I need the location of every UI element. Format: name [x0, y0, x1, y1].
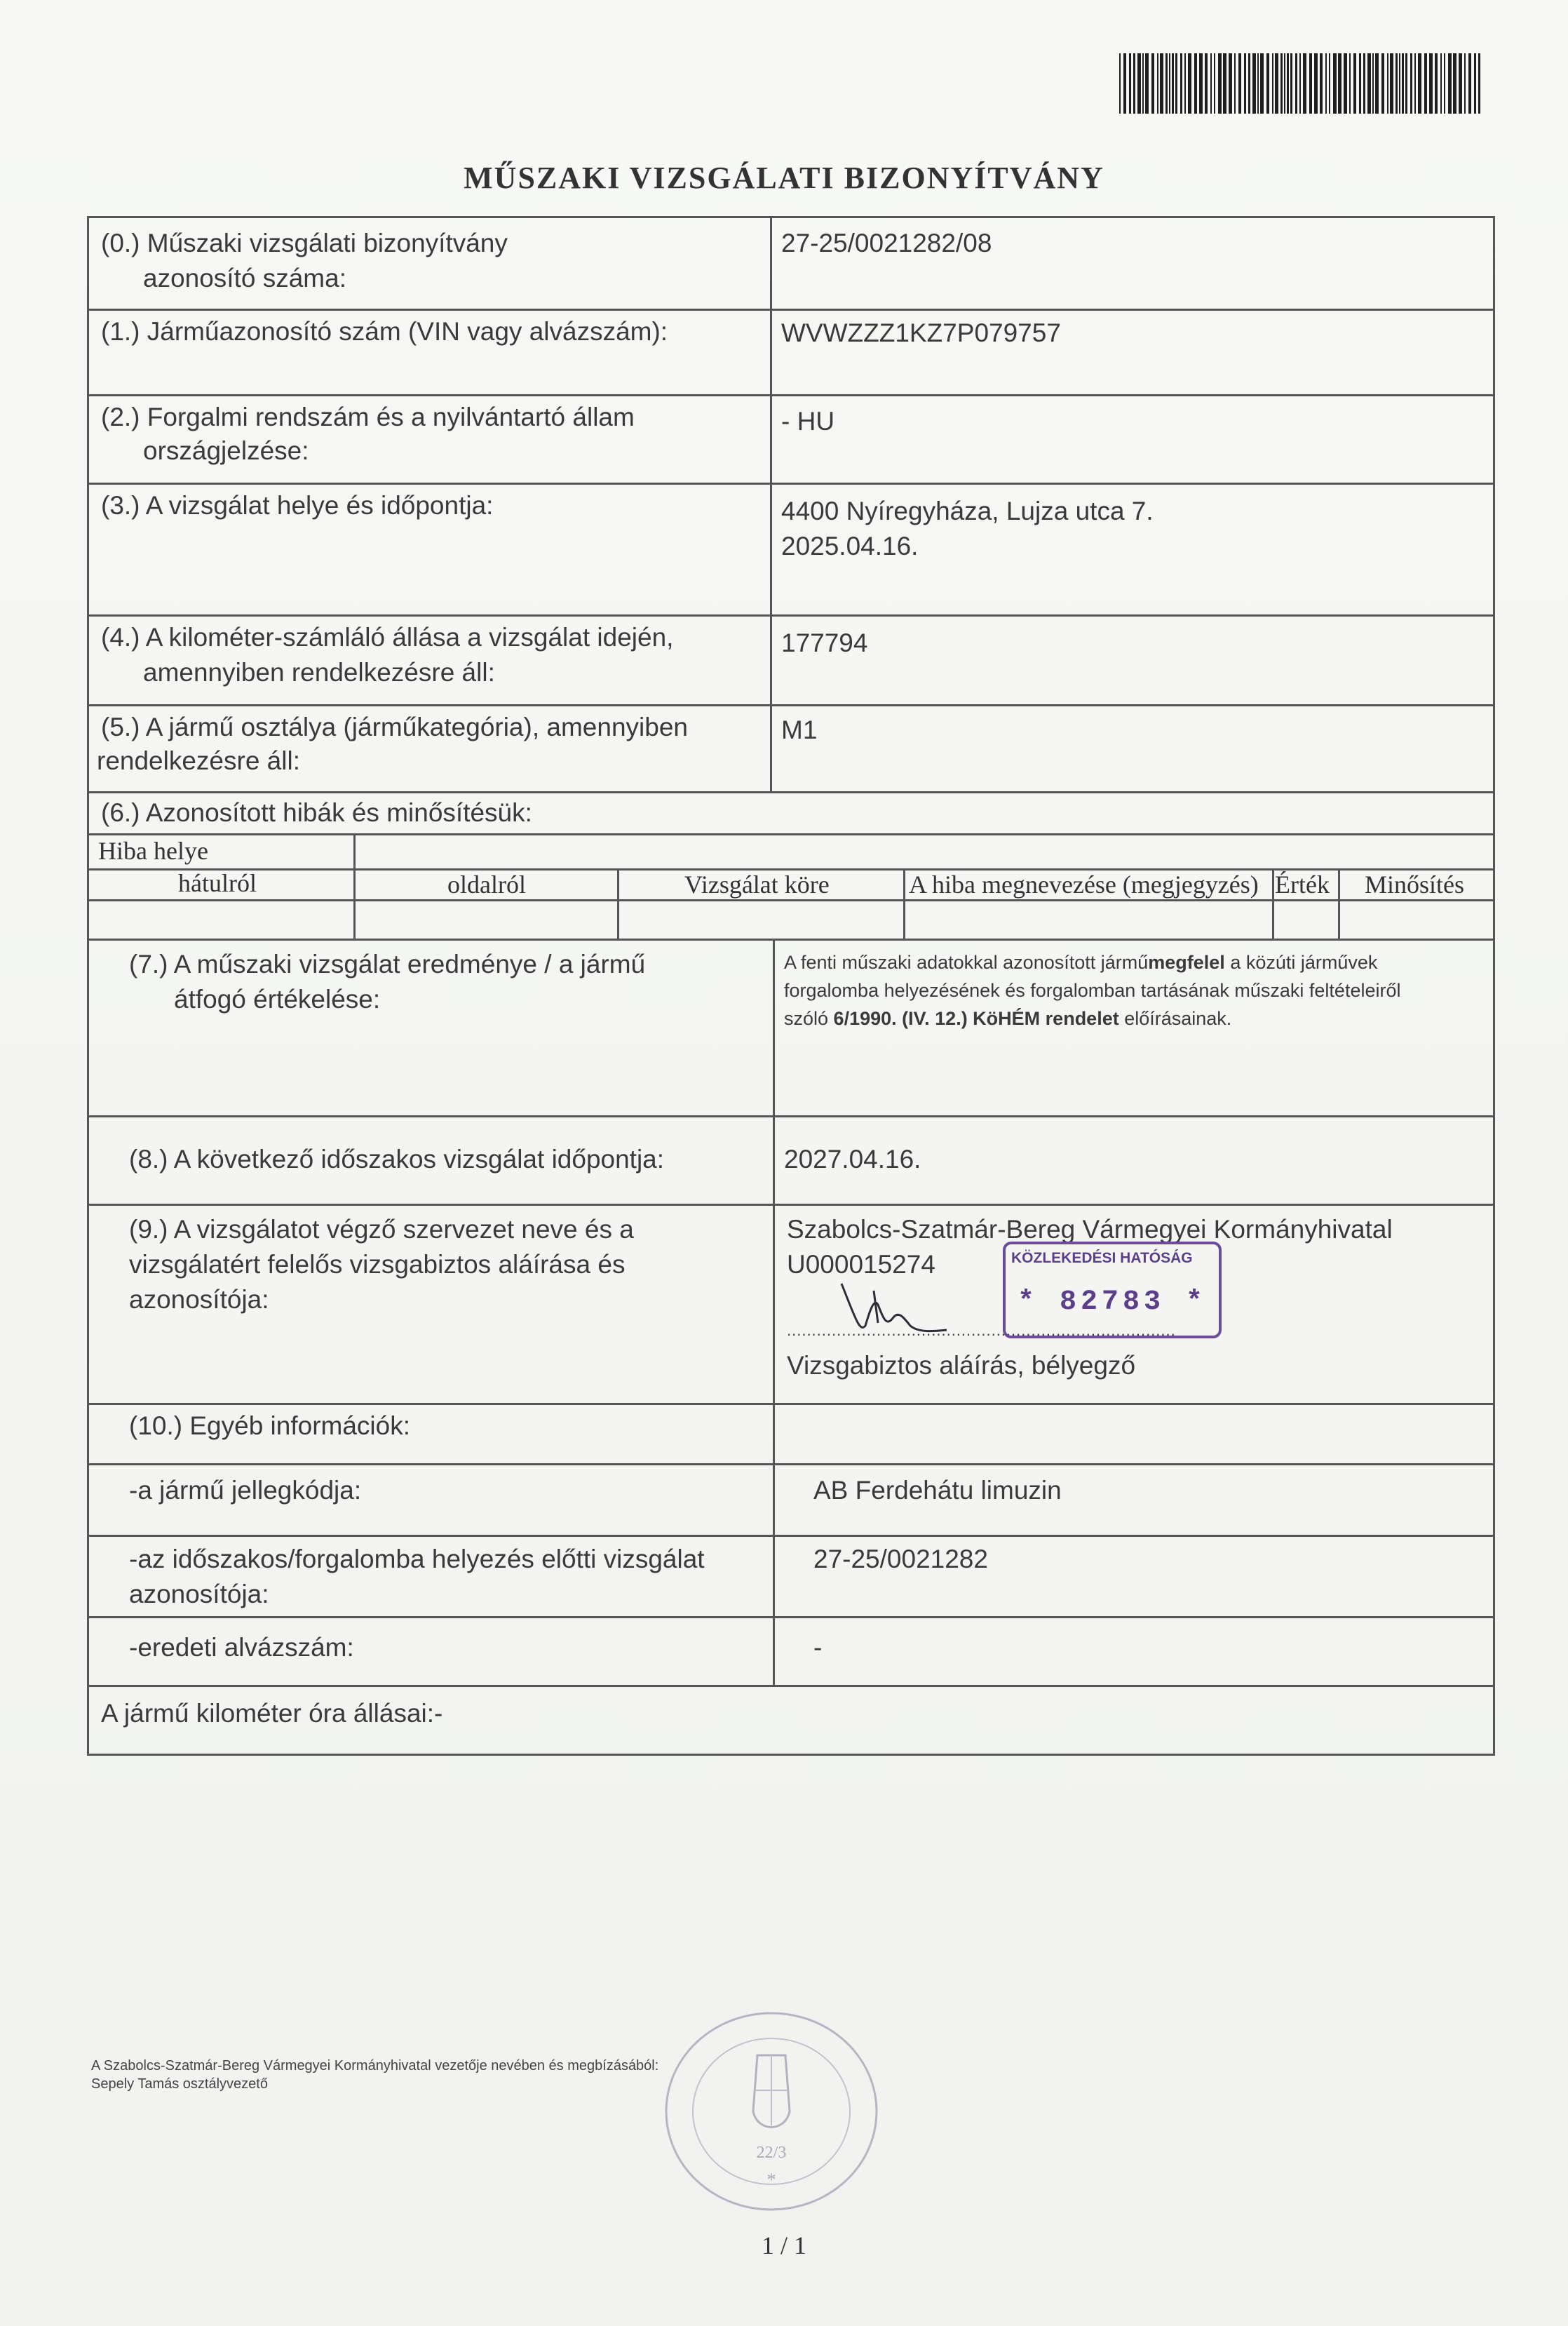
result-text-line-3: szóló 6/1990. (IV. 12.) KöHÉM rendelet előírásainak. [784, 1008, 1232, 1029]
barcode-bar [1129, 53, 1131, 114]
stamp-number: * 82783 * [1017, 1286, 1208, 1318]
row-4-label: (4.) A kilométer-számláló állása a vizsgálat idején, [101, 623, 674, 652]
barcode [1119, 53, 1484, 114]
barcode-bar [1468, 53, 1471, 114]
defects-location-header: Hiba helye [98, 837, 208, 865]
next-inspection-date: 2027.04.16. [784, 1145, 921, 1174]
barcode-bar [1175, 53, 1177, 114]
barcode-bar [1160, 53, 1163, 114]
barcode-bar [1272, 53, 1273, 114]
vehicle-type-code-value: AB Ferdehátu limuzin [813, 1476, 1062, 1505]
barcode-bar [1151, 53, 1154, 114]
barcode-bar [1353, 53, 1356, 114]
col-ertek: Érték [1275, 870, 1330, 899]
barcode-bar [1424, 53, 1427, 114]
authority-stamp [1003, 1242, 1222, 1338]
plate-country-value: - HU [781, 407, 835, 436]
barcode-bar [1290, 53, 1292, 114]
result-text-line-2: forgalomba helyezésének és forgalomban tartásának műszaki feltételeiről [784, 980, 1401, 1001]
row-0-label-cont: azonosító száma: [143, 264, 346, 293]
barcode-bar [1399, 53, 1400, 114]
barcode-bar [1142, 53, 1144, 114]
barcode-bar [1314, 53, 1318, 114]
barcode-bar [1172, 53, 1174, 114]
seal-number: 22/3 [756, 2144, 787, 2162]
barcode-bar [1275, 53, 1278, 114]
barcode-bar [1440, 53, 1442, 114]
row-5-label-cont: rendelkezésre áll: [97, 746, 300, 775]
barcode-bar [1299, 53, 1301, 114]
barcode-bar [1280, 53, 1283, 114]
org-label-2: vizsgálatért felelős vizsgabiztos aláírása és [129, 1250, 626, 1279]
barcode-bar [1435, 53, 1438, 114]
barcode-bar [1210, 53, 1212, 114]
row-2-label-cont: országjelzése: [143, 436, 309, 465]
result-text-line-1: A fenti műszaki adatokkal azonosított járműmegfelel a közúti járművek [784, 952, 1378, 973]
result-label: (7.) A műszaki vizsgálat eredménye / a jármű [129, 950, 646, 979]
barcode-bar [1444, 53, 1445, 114]
other-info-heading: (10.) Egyéb információk: [129, 1411, 411, 1440]
barcode-bar [1180, 53, 1182, 114]
barcode-bar [1375, 53, 1379, 114]
barcode-bar [1248, 53, 1250, 114]
barcode-bar [1448, 53, 1452, 114]
stamp-authority-name: KÖZLEKEDÉSI HATÓSÁG [1011, 1250, 1193, 1266]
row-5-label: (5.) A jármű osztálya (járműkategória), amennyiben [101, 713, 688, 741]
barcode-bar [1169, 53, 1170, 114]
certificate-number: 27-25/0021282/08 [781, 229, 992, 257]
barcode-bar [1381, 53, 1384, 114]
next-inspection-label: (8.) A következő időszakos vizsgálat időpontja: [129, 1145, 665, 1174]
signature-dots: .............................................................................. [787, 1322, 1176, 1339]
barcode-bar [1395, 53, 1398, 114]
org-label-1: (9.) A vizsgálatot végző szervezet neve és a [129, 1215, 634, 1244]
prior-inspection-label-cont: azonosítója: [129, 1580, 269, 1608]
odometer-value: 177794 [781, 628, 868, 657]
barcode-bar [1325, 53, 1327, 114]
barcode-bar [1184, 53, 1186, 114]
svg-text:*: * [766, 2170, 776, 2190]
barcode-bar [1295, 53, 1297, 114]
barcode-bar [1137, 53, 1141, 114]
barcode-bar [1390, 53, 1393, 114]
barcode-bar [1218, 53, 1222, 114]
barcode-bar [1157, 53, 1158, 114]
barcode-bar [1474, 53, 1476, 114]
original-chassis-label: -eredeti alvázszám: [129, 1633, 354, 1662]
col-hiba-megnevezese: A hiba megnevezése (megjegyzés) [909, 870, 1259, 899]
barcode-bar [1414, 53, 1416, 114]
signature-caption: Vizsgabiztos aláírás, bélyegző [787, 1351, 1136, 1380]
row-1-label: (1.) Járműazonosító szám (VIN vagy alvázszám): [101, 317, 668, 346]
barcode-bar [1266, 53, 1269, 114]
org-label-3: azonosítója: [129, 1285, 269, 1314]
barcode-bar [1367, 53, 1371, 114]
barcode-bar [1165, 53, 1168, 114]
barcode-bar [1320, 53, 1323, 114]
original-chassis-value: - [813, 1633, 823, 1662]
col-hatulrol: hátulról [178, 869, 257, 897]
barcode-bar [1338, 53, 1341, 114]
barcode-bar [1145, 53, 1149, 114]
barcode-bar [1372, 53, 1374, 114]
barcode-bar [1188, 53, 1191, 114]
barcode-bar [1234, 53, 1236, 114]
inspector-signature [834, 1277, 954, 1340]
barcode-bar [1405, 53, 1407, 114]
org-name: Szabolcs-Szatmár-Bereg Vármegyei Kormányhivatal [787, 1215, 1393, 1244]
barcode-bar [1223, 53, 1226, 114]
barcode-bar [1363, 53, 1365, 114]
odometer-history: A jármű kilométer óra állásai:- [101, 1699, 443, 1728]
barcode-bar [1199, 53, 1203, 114]
barcode-bar [1214, 53, 1215, 114]
barcode-bar [1333, 53, 1337, 114]
inspector-id: U000015274 [787, 1250, 935, 1279]
barcode-bar [1244, 53, 1246, 114]
barcode-bar [1359, 53, 1361, 114]
barcode-bar [1309, 53, 1312, 114]
barcode-bar [1402, 53, 1404, 114]
footer-signatory: Sepely Tamás osztályvezető [91, 2076, 268, 2092]
barcode-bar [1205, 53, 1208, 114]
barcode-bar [1459, 53, 1462, 114]
barcode-bar [1410, 53, 1412, 114]
barcode-bar [1478, 53, 1480, 114]
inspection-date: 2025.04.16. [781, 532, 919, 560]
barcode-bar [1229, 53, 1232, 114]
document-title: MŰSZAKI VIZSGÁLATI BIZONYÍTVÁNY [464, 161, 1104, 195]
barcode-bar [1464, 53, 1466, 114]
col-oldalrol: oldalról [447, 870, 526, 899]
barcode-bar [1329, 53, 1330, 114]
page-number: 1 / 1 [761, 2231, 806, 2259]
barcode-bar [1349, 53, 1351, 114]
row-4-label-cont: amennyiben rendelkezésre áll: [143, 658, 495, 687]
row-0-label: (0.) Műszaki vizsgálati bizonyítvány [101, 229, 508, 257]
barcode-bar [1119, 53, 1121, 114]
vehicle-type-code-label: -a jármű jellegkódja: [129, 1476, 362, 1505]
col-vizsgalat-kore: Vizsgálat köre [684, 870, 830, 899]
barcode-bar [1260, 53, 1264, 114]
result-label-cont: átfogó értékelése: [174, 985, 381, 1014]
footer-authority-line: A Szabolcs-Szatmár-Bereg Vármegyei Kormányhivatal vezetője nevében és megbízásából: [91, 2058, 659, 2073]
col-minosites: Minősítés [1365, 870, 1465, 899]
round-seal [659, 2006, 884, 2217]
prior-inspection-label: -az időszakos/forgalomba helyezés előtti vizsgálat [129, 1545, 705, 1573]
barcode-bar [1387, 53, 1388, 114]
barcode-bar [1252, 53, 1256, 114]
barcode-bar [1284, 53, 1285, 114]
inspection-place: 4400 Nyíregyháza, Lujza utca 7. [781, 497, 1154, 525]
barcode-bar [1453, 53, 1457, 114]
row-2-label: (2.) Forgalmi rendszám és a nyilvántartó állam [101, 403, 635, 431]
barcode-bar [1238, 53, 1241, 114]
barcode-bar [1257, 53, 1259, 114]
barcode-bar [1194, 53, 1197, 114]
barcode-bar [1133, 53, 1135, 114]
row-3-label: (3.) A vizsgálat helye és időpontja: [101, 491, 494, 520]
defects-heading: (6.) Azonosított hibák és minősítésük: [101, 798, 532, 827]
barcode-bar [1287, 53, 1289, 114]
barcode-bar [1418, 53, 1421, 114]
prior-inspection-value: 27-25/0021282 [813, 1545, 988, 1573]
barcode-bar [1123, 53, 1126, 114]
vehicle-category: M1 [781, 715, 818, 744]
barcode-bar [1429, 53, 1433, 114]
barcode-bar [1303, 53, 1306, 114]
certificate-table [87, 216, 1495, 1755]
vin-value: WVWZZZ1KZ7P079757 [781, 318, 1061, 347]
barcode-bar [1344, 53, 1347, 114]
